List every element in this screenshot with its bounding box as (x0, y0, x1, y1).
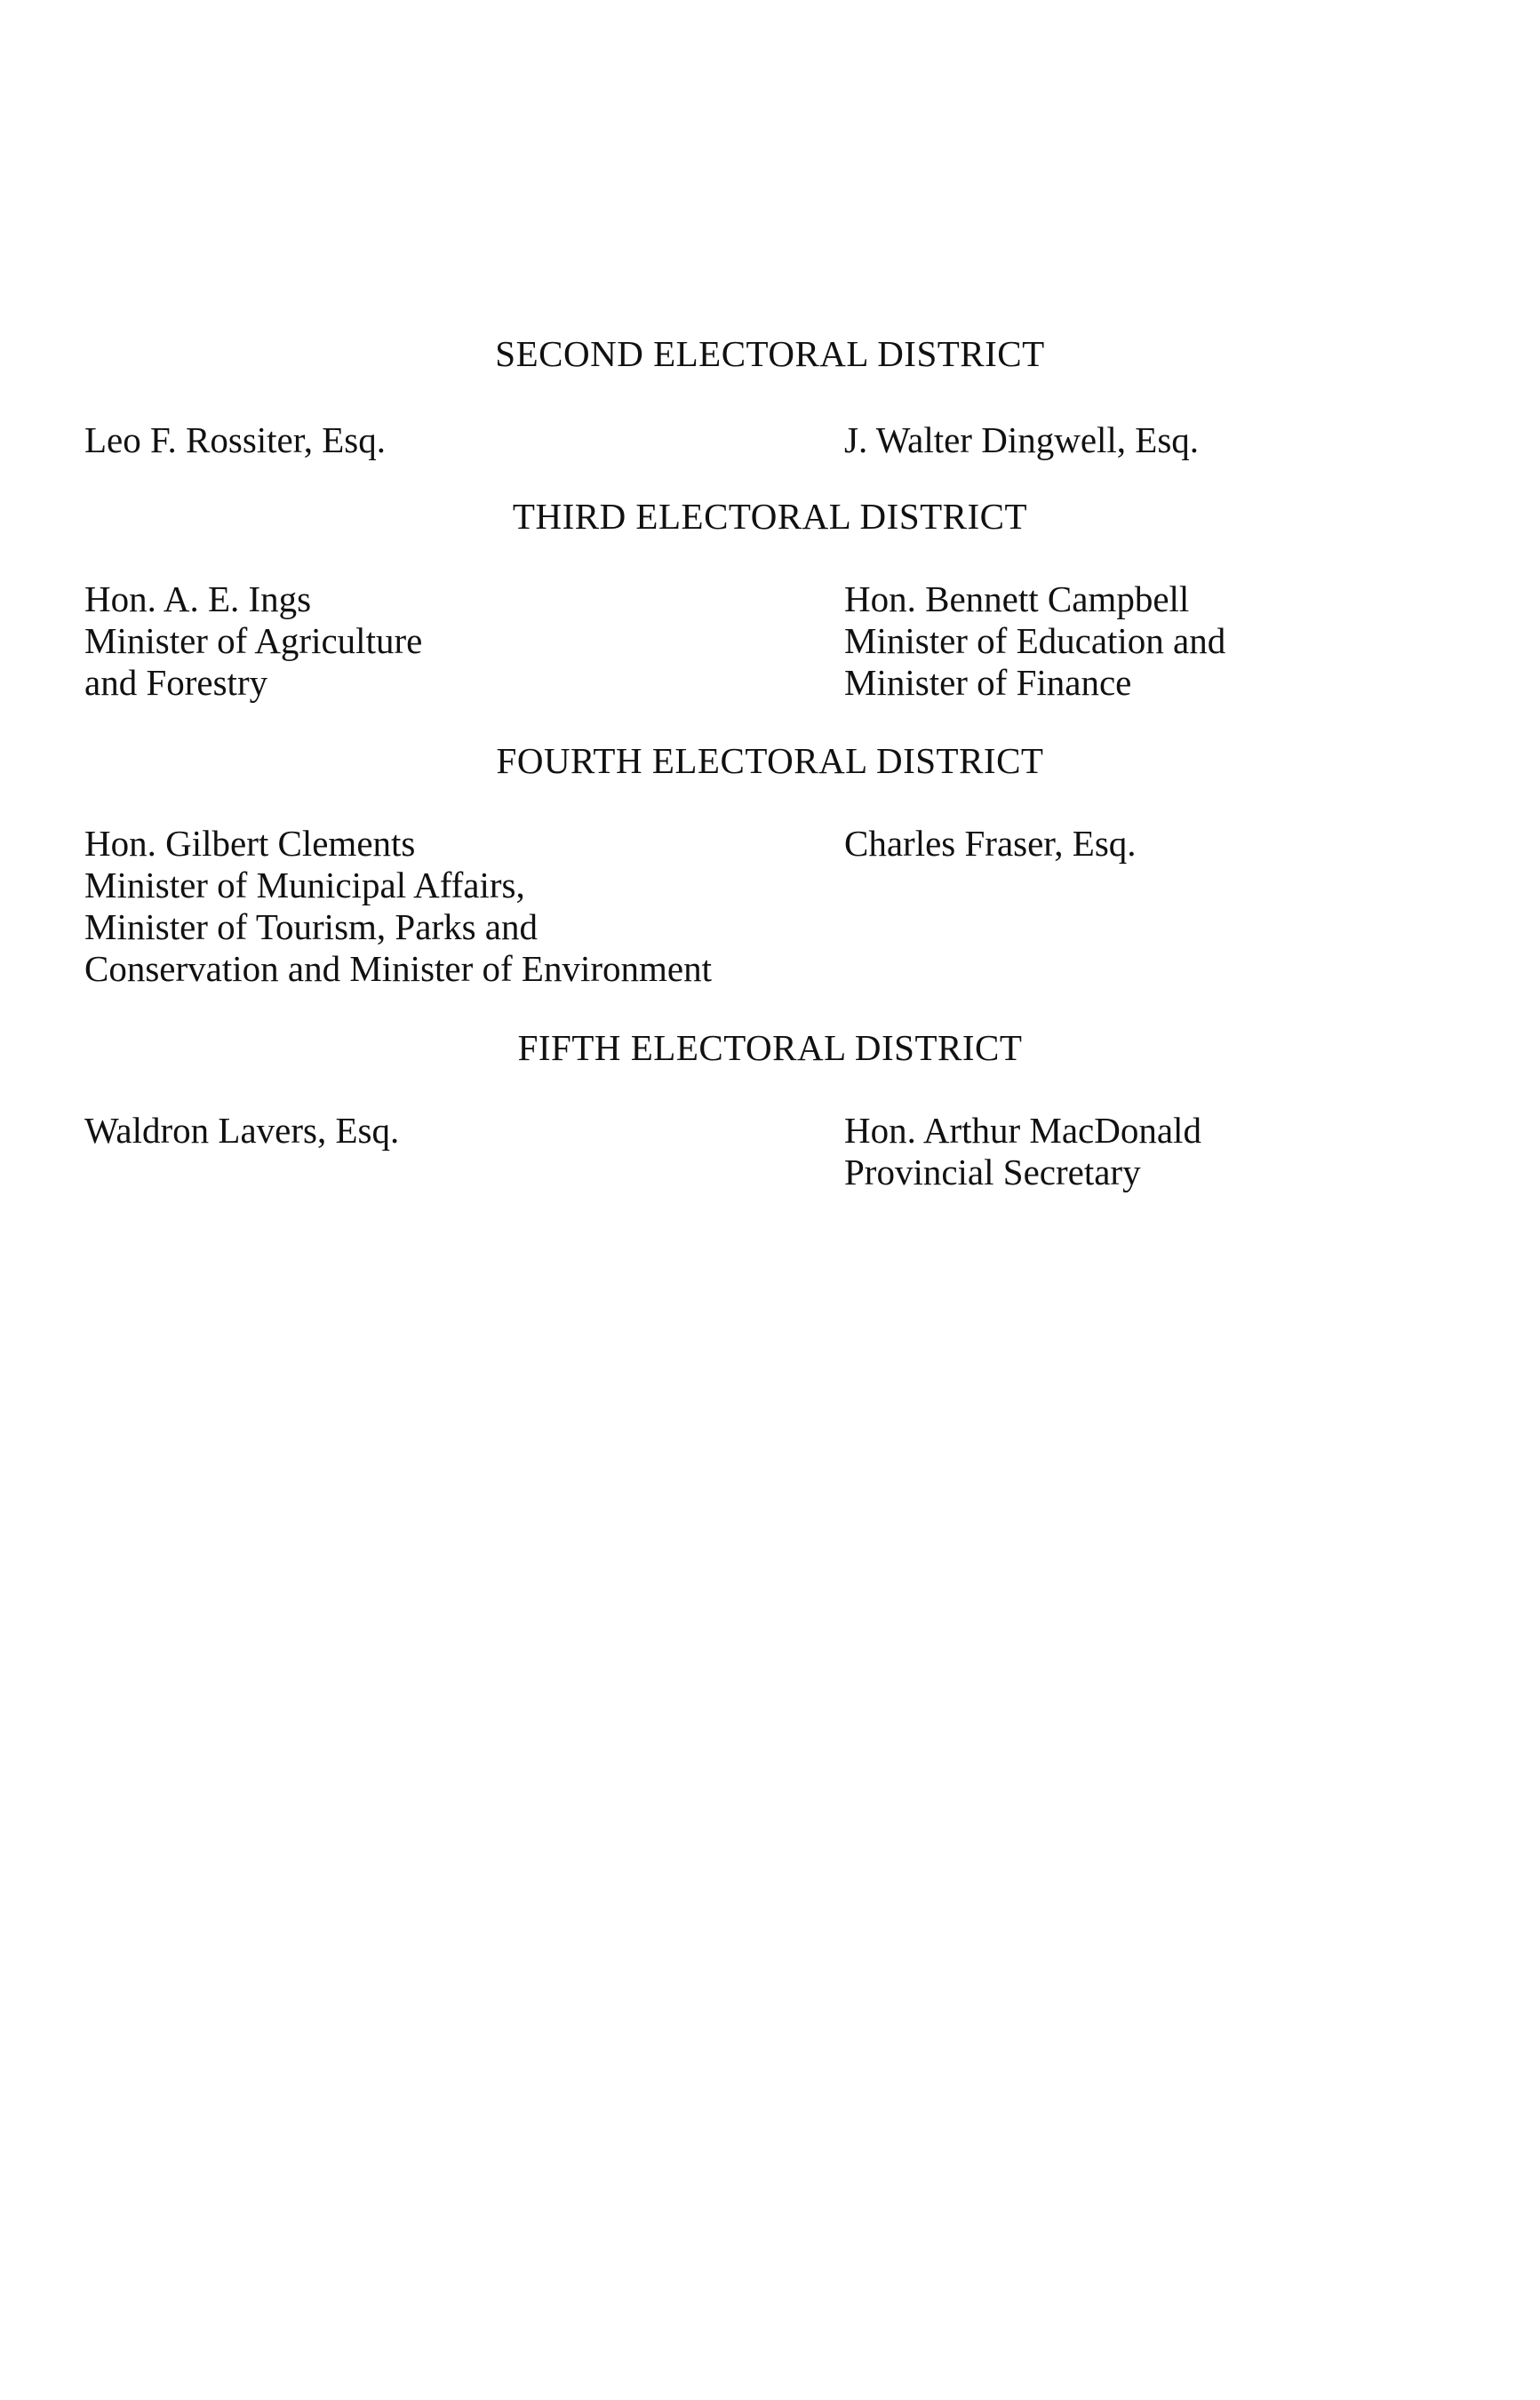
member-name: Hon. Gilbert Clements (84, 823, 416, 864)
member-name: Leo F. Rossiter, Esq. (84, 419, 387, 460)
district-third-right-member (844, 578, 1225, 704)
member-name: Hon. A. E. Ings (84, 578, 312, 619)
member-title: Conservation and Minister of Environment (84, 948, 712, 989)
member-title: Minister of Education and (844, 620, 1226, 661)
district-heading-fourth: FOURTH ELECTORAL DISTRICT (496, 740, 1044, 781)
district-heading-third: THIRD ELECTORAL DISTRICT (512, 496, 1028, 537)
district-fourth-right-member (844, 823, 1137, 865)
member-title: Provincial Secretary (844, 1152, 1141, 1192)
district-second-right-member (844, 419, 1199, 461)
member-title: and Forestry (84, 662, 268, 703)
district-third-left-member (84, 578, 422, 704)
district-fourth-left-member (84, 823, 712, 990)
district-fifth-left-member (84, 1110, 399, 1152)
member-name: Hon. Arthur MacDonald (844, 1110, 1201, 1151)
member-name: Waldron Lavers, Esq. (84, 1110, 400, 1151)
district-heading-fifth: FIFTH ELECTORAL DISTRICT (517, 1027, 1023, 1068)
district-heading-second: SECOND ELECTORAL DISTRICT (495, 333, 1045, 374)
member-name: J. Walter Dingwell, Esq. (844, 419, 1200, 460)
member-name: Hon. Bennett Campbell (844, 578, 1190, 619)
member-title: Minister of Agriculture (84, 620, 423, 661)
member-name: Charles Fraser, Esq. (844, 823, 1137, 864)
member-title: Minister of Municipal Affairs, (84, 865, 525, 905)
member-title: Minister of Finance (844, 662, 1132, 703)
district-second-left-member (84, 419, 386, 461)
member-title: Minister of Tourism, Parks and (84, 906, 538, 947)
district-fifth-right-member (844, 1110, 1201, 1193)
